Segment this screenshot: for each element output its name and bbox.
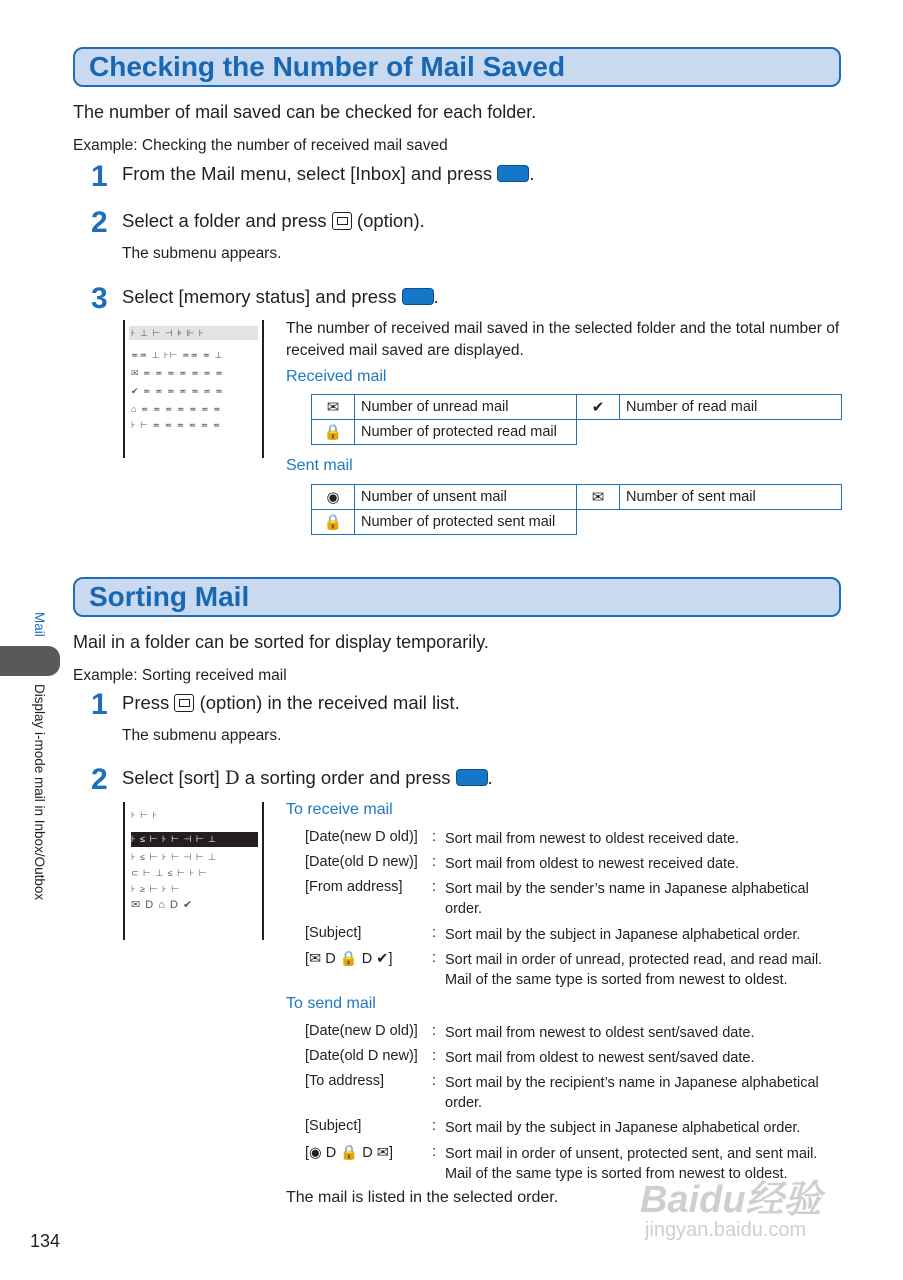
mail-key-icon	[174, 694, 194, 712]
sort-option: [Subject]	[305, 925, 362, 941]
sort-description: Sort mail by the subject in Japanese alphabetical order.	[445, 927, 801, 943]
sort-description: Sort mail from oldest to newest received date.	[445, 856, 740, 872]
step-text: Select [memory status] and press .	[122, 286, 439, 307]
sort-option: [◉ D 🔒 D ✉]	[305, 1145, 393, 1161]
sort-description: Sort mail from newest to oldest received date.	[445, 831, 740, 847]
sort-option: [Subject]	[305, 1118, 362, 1134]
sort-option: [To address]	[305, 1073, 384, 1089]
to-receive-heading: To receive mail	[286, 801, 393, 818]
center-key-icon	[402, 288, 434, 305]
side-tab-marker	[0, 646, 60, 676]
section-lead: Mail in a folder can be sorted for display temporarily.	[73, 632, 489, 652]
mail-key-icon	[332, 212, 352, 230]
sent-mail-legend	[311, 484, 842, 535]
section-banner	[73, 577, 841, 617]
chapter-label: Display i-mode mail in Inbox/Outbox	[32, 684, 47, 901]
step-text: Select a folder and press (option).	[122, 210, 425, 231]
section-banner	[73, 47, 841, 87]
check-icon: ✔	[577, 395, 620, 420]
sent-envelope-icon: ✉	[577, 485, 620, 510]
envelope-icon: ✉	[312, 395, 355, 420]
sort-option: [From address]	[305, 879, 403, 895]
section-title: Sorting Mail	[89, 581, 250, 612]
step-number: 1	[91, 688, 108, 721]
example-text: Example: Sorting received mail	[73, 667, 287, 684]
sent-mail-heading: Sent mail	[286, 457, 353, 474]
received-mail-heading: Received mail	[286, 368, 387, 385]
step-text: Select [sort] D a sorting order and press .	[122, 767, 493, 789]
watermark-url: jingyan.baidu.com	[645, 1219, 807, 1241]
sort-description: Sort mail in order of unread, protected read, and read mail. Mail of the same type is sorted from newest to oldest.	[445, 952, 823, 988]
arrow-symbol: D	[224, 768, 240, 789]
step-number: 2	[91, 763, 108, 796]
legend-label: Number of protected read mail	[355, 420, 577, 445]
closing-text: The mail is listed in the selected order.	[286, 1189, 559, 1206]
sort-option: [Date(old D new)]	[305, 1048, 418, 1064]
page-number: 134	[30, 1231, 61, 1251]
sort-description: Sort mail from newest to oldest sent/saved date.	[445, 1025, 755, 1041]
description: The number of received mail saved in the selected folder and the total number of received mail saved are displayed.	[286, 320, 840, 359]
step-number: 1	[91, 160, 108, 193]
sort-description: Sort mail by the subject in Japanese alphabetical order.	[445, 1120, 801, 1136]
to-send-heading: To send mail	[286, 995, 376, 1012]
sort-option: [Date(new D old)]	[305, 1023, 418, 1039]
sort-description: Sort mail by the sender’s name in Japanese alphabetical order.	[445, 881, 809, 917]
sort-option: [✉ D 🔒 D ✔]	[305, 951, 393, 967]
sort-description: Sort mail by the recipient’s name in Japanese alphabetical order.	[445, 1075, 819, 1111]
center-key-icon	[497, 165, 529, 182]
section-lead: The number of mail saved can be checked for each folder.	[73, 102, 537, 122]
received-mail-legend	[311, 394, 842, 445]
step-number: 3	[91, 282, 108, 315]
lock-icon: 🔒	[312, 420, 355, 445]
side-tab-label: Mail	[32, 612, 47, 637]
lock-icon: 🔒	[312, 510, 355, 535]
legend-label: Number of sent mail	[620, 485, 842, 510]
legend-label: Number of unsent mail	[355, 485, 577, 510]
phone-screen-sort-menu: ⊦ ⊢ ⊦ ⊦ ≤ ⊢ ⊦ ⊢ ⊣ ⊢ ⊥ ⊦ ≤ ⊢ ⊦ ⊢ ⊣ ⊢ ⊥ ⊂ ⊢ ⊥ ≤ ⊢ ⊦ ⊢ ⊦ ≥ ⊢ ⊦ ⊢ ✉ D ⌂ D ✔	[123, 802, 264, 940]
legend-label: Number of unread mail	[355, 395, 577, 420]
unsent-icon: ◉	[312, 485, 355, 510]
example-text: Example: Checking the number of received mail saved	[73, 137, 448, 154]
sort-option: [Date(new D old)]	[305, 829, 418, 845]
sort-option: [Date(old D new)]	[305, 854, 418, 870]
legend-label: Number of read mail	[620, 395, 842, 420]
phone-screen-memory-status: ⊦ ⊥ ⊢ ⊣ ⊧ ⊩ ⊦ ≖≖ ⊥ ⊦⊢ ≖≖ ≖ ⊥ ✉ ≖ ≖ ≖ ≖ ≖ ≖ ≖ ✔ ≖ ≖ ≖ ≖ ≖ ≖ ≖ ⌂ ≖ ≖ ≖ ≖ ≖ ≖ ≖ ⊦ ⊢ ≖ ≖ ≖ ≖ ≖ ≖	[123, 320, 264, 458]
step-text: From the Mail menu, select [Inbox] and press .	[122, 163, 535, 184]
center-key-icon	[456, 769, 488, 786]
section-title: Checking the Number of Mail Saved	[89, 51, 566, 82]
watermark-logo: Baidu经验	[640, 1179, 822, 1221]
legend-label: Number of protected sent mail	[355, 510, 577, 535]
sort-description: Sort mail in order of unsent, protected sent, and sent mail. Mail of the same type is sorted from newest to oldest.	[445, 1146, 818, 1182]
step-text: Press (option) in the received mail list.	[122, 692, 460, 713]
step-subtext: The submenu appears.	[122, 245, 282, 262]
sort-description: Sort mail from oldest to newest sent/saved date.	[445, 1050, 755, 1066]
step-number: 2	[91, 206, 108, 239]
step-subtext: The submenu appears.	[122, 727, 282, 744]
